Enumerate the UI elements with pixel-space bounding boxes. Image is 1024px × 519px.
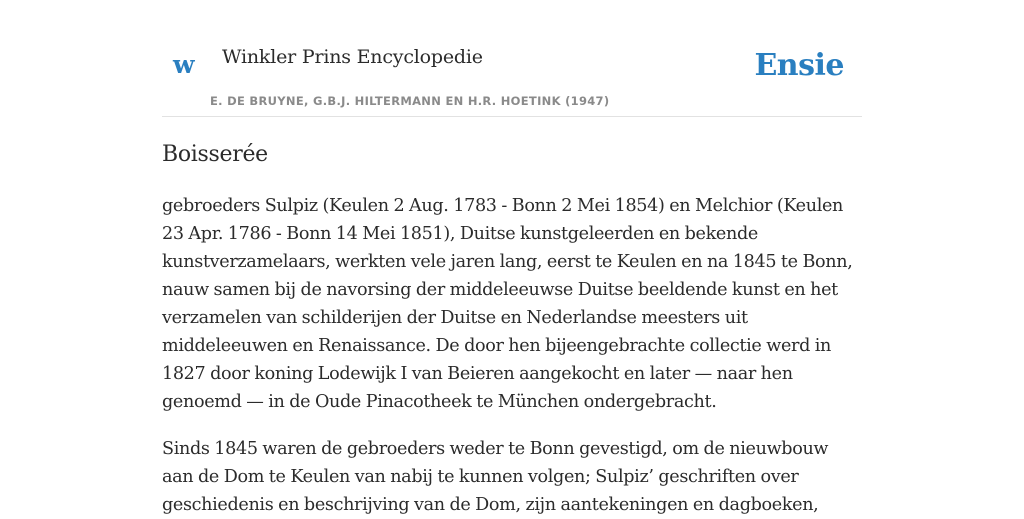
page (162, 0, 862, 519)
encyclopedia-title[interactable]: Winkler Prins Encyclopedie (222, 46, 483, 68)
encyclopedia-authors: E. DE BRUYNE, G.B.J. HILTERMANN EN H.R. HOETINK (1947) (210, 94, 610, 108)
ensie-logo[interactable]: Ensie (754, 48, 844, 83)
encyclopedia-logo[interactable]: w (173, 50, 195, 79)
header (162, 0, 862, 117)
article-title: Boisserée (162, 142, 268, 167)
article-paragraph: Sinds 1845 waren de gebroeders weder te Bonn gevestigd, om de nieuwbouw aan de Dom te Keulen van nabij te kunnen volgen; Sulpiz’ geschriften over geschiedenis en beschrijving van de Dom, zijn aantekeningen en dagboeken, (162, 438, 829, 515)
article-paragraph: gebroeders Sulpiz (Keulen 2 Aug. 1783 - Bonn 2 Mei 1854) en Melchior (Keulen 23 Apr. 1786 - Bonn 14 Mei 1851), Duitse kunstgeleerden en bekende kunstverzamelaars, werkten vele jaren lang, eerst te Keulen en na 1845 te Bonn, nauw samen bij de navorsing der middeleeuwse Duitse beeldende kunst en het verzamelen van schilderijen der Duitse en Nederlandse meesters uit middeleeuwen en Renaissance. De door hen bijeengebrachte collectie werd in 1827 door koning Lodewijk I van Beieren aangekocht en later — naar hen genoemd — in de Oude Pinacotheek te München ondergebracht. (162, 195, 853, 412)
